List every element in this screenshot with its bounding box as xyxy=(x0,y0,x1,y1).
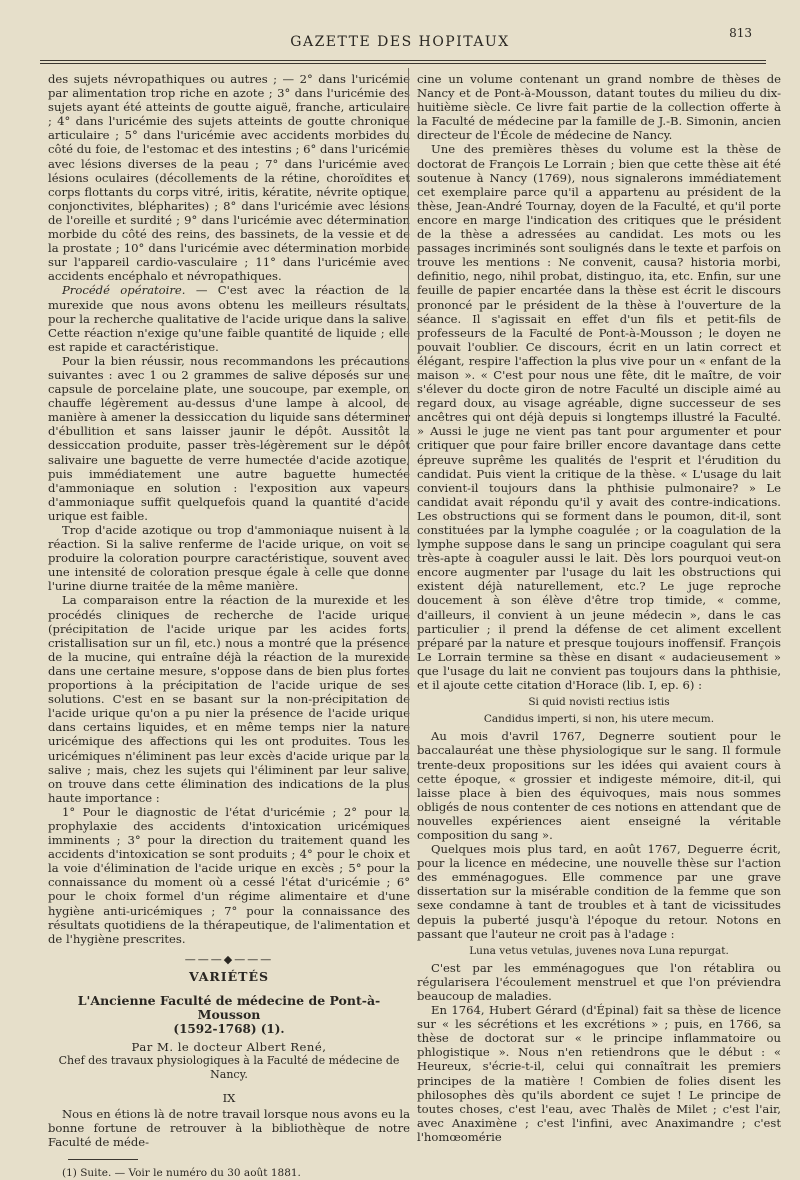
byline-affiliation: Chef des travaux physiologiques à la Faculté de médecine de Nancy. xyxy=(58,1054,400,1082)
article-dates: (1592-1768) (1). xyxy=(173,1022,285,1037)
paragraph: Nous en étions là de notre travail lorsque nous avons eu la bonne fortune de retrouver à la bibliothèque de notre Faculté de méde- xyxy=(48,1106,410,1149)
paragraph: La comparaison entre la réaction de la murexide et les procédés cliniques de recherche de l'acide urique (précipitation de l'acide urique par les acides forts, cristallisation sur un fil, etc.) nous a montré que la présence de la mucine, qui entraîne déjà la réaction de la murexide dans une certaine mesure, s'oppose dans de bien plus fortes proportions à la précipitation de l'acide urique de ses solutions. C'est en se basant sur la non-précipitation de l'acide urique qu'on a pu nier la présence de l'acide urique dans certains liquides, et en même temps nier la nature uricémique des affections qui les ont produites. Tous les uricémiques n'éliminent pas leur excès d'acide urique par la salive ; mais, chez les sujets qui l'éliminent par leur salive, on trouve dans cette élimination des indications de la plus haute importance : xyxy=(48,593,410,805)
paragraph xyxy=(48,283,410,353)
article-title: L'Ancienne Faculté de médecine de Pont-à-Mousson xyxy=(77,993,381,1023)
byline: Par M. le docteur Albert René, xyxy=(131,1040,327,1055)
footnote-rule xyxy=(68,1159,138,1160)
paragraph: Une des premières thèses du volume est la thèse de doctorat de François Le Lorrain ; bien que cette thèse ait été soutenue à Nancy (1769), nous signalerons immédiatement cet exemplaire parce qu'il a appartenu au président de la thèse, Jean-André Tournay, doyen de la Faculté, et qu'il porte encore en marge l'indication des critiques que le président de la thèse a adressées au candidat. Les mots ou les passages incriminés sont soulignés dans le texte et parfois on trouve les mentions : Ne convenit, causa? historia morbi, definitio, nego, nihil probat, distinguo, ita, etc. Enfin, sur une feuille de papier encartée dans la thèse est écrit le discours prononcé par le président de la thèse à l'ouverture de la séance. Il s'agissait en effet d'un fils et petit-fils de professeurs de la Faculté de Pont-à-Mousson ; le doyen ne pouvait l'oublier. Ce discours, écrit en un latin correct et élégant, respire l'affection la plus vive pour un « enfant de la maison ». « C'est pour nous une fête, dit le maître, de voir s'élever du docte giron de notre Faculté un disciple aimé au regard doux, au visage agréable, digne successeur de ses ancêtres qui ont déjà depuis si longtemps illustré la Faculté. » Aussi le juge ne vient pas tant pour argumenter et pour critiquer que pour faire briller encore davantage dans cette épreuve suprême les qualités de l'esprit et l'érudition du candidat. Puis vient la critique de la thèse. « L'usage du lait convient-il toujours dans la phthisie pulmonaire? » Le candidat avait répondu qu'il y avait des contre-indications. Les obstructions qui se forment dans le poumon, dit-il, sont constituées par la lymphe coagulée ; or la coagulation de la lymphe suppose dans le sang un principe coagulant qui sera très-apte à coaguler aussi le lait. Dès lors pourquoi veut-on encore augmenter par l'usage du lait les obstructions qui existent déjà naturellement, etc.? Le juge reproche doucement à son élève d'être trop timide, « comme, d'ailleurs, il convient à un jeune médecin », dans le cas particulier ; il prend la défense de cet aliment excellent préparé par la nature et presque toujours inoffensif. François Le Lorrain termine sa thèse en disant « audacieusement » que l'usage du lait ne convient pas toujours dans la phthisie, et il ajoute cette citation d'Horace (lib. I, ep. 6) : xyxy=(417,142,781,693)
section-title: VARIÉTÉS xyxy=(188,968,270,984)
latin-quote-line: Si quid novisti rectius istis xyxy=(528,696,670,709)
column-divider xyxy=(408,68,409,828)
run-in-heading: Procédé opératoire. xyxy=(62,283,186,298)
paragraph: Quelques mois plus tard, en août 1767, Deguerre écrit, pour la licence en médecine, une nouvelle thèse sur l'action des emménagogues. Elle commence par une grave dissertation sur la misérable condition de la femme que son sexe condamne à tant de troubles et à tant de vicissitudes depuis la puberté jusqu'à l'époque du retour. Notons en passant que l'auteur ne croit pas à l'adage : xyxy=(417,842,781,941)
part-number: IX xyxy=(222,1090,236,1105)
paragraph: Pour la bien réussir, nous recommandons les précautions suivantes : avec 1 ou 2 grammes de salive déposés sur une capsule de porcelaine plate, une soucoupe, par exemple, on chauffe légèrement au-dessus d'une lampe à alcool, de manière à amener la dessiccation du liquide sans déterminer d'ébullition et sans laisser jaunir le dépôt. Aussitôt la dessiccation produite, passer très-légèrement sur le dépôt salivaire une baguette de verre humectée d'acide azotique, puis immédiatement une autre baguette humectée d'ammoniaque en solution : l'exposition aux vapeurs d'ammoniaque suffit quelquefois quand la quantité d'acide urique est faible. xyxy=(48,353,410,523)
page-number: 813 xyxy=(729,26,752,40)
paragraph-text: — C'est avec la réaction de la murexide que nous avons obtenu les meilleurs résultats, pour la recherche qualitative de l'acide urique dans la salive. Cette réaction n'exige qu'une faible quantité de liquide ; elle est rapide et caractéristique. xyxy=(48,283,410,354)
right-column xyxy=(417,72,781,1144)
paragraph: Au mois d'avril 1767, Degnerre soutient pour le baccalauréat une thèse physiologique sur le sang. Il formule trente-deux propositions sur les idées qui avaient cours à cette époque, « grossier et indigeste mémoire, dit-il, qui laisse place à bien des équivoques, mais nous sommes obligés de nous contenter de ces notions en attendant que de nouvelles expériences aient enseigné la véritable composition du sang ». xyxy=(417,729,781,842)
latin-quote-line: Candidus imperti, si non, his utere mecum. xyxy=(483,713,715,726)
page-header xyxy=(0,26,800,50)
paragraph: C'est par les emménagogues que l'on rétablira ou régularisera l'écoulement menstruel et que l'on préviendra beaucoup de maladies. xyxy=(417,960,781,1003)
header-rule xyxy=(40,60,766,61)
paragraph: cine un volume contenant un grand nombre de thèses de Nancy et de Pont-à-Mousson, datant toutes du milieu du dix-huitième siècle. Ce livre fait partie de la collection offerte à la Faculté de médecine par la famille de J.-B. Simonin, ancien directeur de l'École de médecine de Nancy. xyxy=(417,72,781,143)
footnote: (1) Suite. — Voir le numéro du 30 août 1881. xyxy=(62,1166,301,1179)
paragraph: Trop d'acide azotique ou trop d'ammoniaque nuisent à la réaction. Si la salive renferme de l'acide urique, on voit se produire la coloration pourpre caractéristique, souvent avec une intensité de coloration presque égale à celle que donne l'urine diurne traitée de la même manière. xyxy=(48,523,410,594)
section-ornament: ———◆——— xyxy=(184,952,274,966)
left-column xyxy=(48,72,410,1180)
paragraph: des sujets névropathiques ou autres ; — 2° dans l'uricémie par alimentation trop riche en azote ; 3° dans l'uricémie des sujets ayant été atteints de goutte aiguë, franche, articulaire ; 4° dans l'uricémie des sujets atteints de goutte chronique articulaire ; 5° dans l'uricémie avec accidents morbides du côté du foie, de l'estomac et des intestins ; 6° dans l'uricémie avec lésions diverses de la peau ; 7° dans l'uricémie avec lésions oculaires (décollements de la rétine, choroïdites et corps flottants du corps vitré, iritis, kératite, névrite optique, conjonctivites, blépharites) ; 8° dans l'uricémie avec lésions de l'oreille et surdité ; 9° dans l'uricémie avec détermination morbide du côté des reins, des bassinets, de la vessie et de la prostate ; 10° dans l'uricémie avec détermination morbide sur l'appareil cardio-vasculaire ; 11° dans l'uricémie avec accidents encéphalo et névropathiques. xyxy=(48,72,410,284)
paragraph: En 1764, Hubert Gérard (d'Épinal) fait sa thèse de licence sur « les sécrétions et les excrétions » ; puis, en 1766, sa thèse de doctorat sur « le principe inflammatoire ou phlogistique ». Nous n'en retiendrons que le début : « Heureux, s'écrie-t-il, celui qui connaîtrait les premiers principes de la matière ! Combien de folies disent les philosophes dès qu'ils abordent ce sujet ! Le principe de toutes choses, c'est l'eau, avec Thalès de Milet ; c'est l'air, avec Anaximène ; c'est l'infini, avec Anaximandre ; c'est l'homœomérie xyxy=(417,1003,781,1144)
latin-quote: Luna vetus vetulas, juvenes nova Luna repurgat. xyxy=(469,944,729,957)
header-rule-double xyxy=(40,63,766,64)
paragraph: 1° Pour le diagnostic de l'état d'uricémie ; 2° pour la prophylaxie des accidents d'intoxication uricémiques imminents ; 3° pour la direction du traitement quand les accidents d'intoxication se sont produits ; 4° pour le choix et la voie d'élimination de l'acide urique en excès ; 5° pour la connaissance du moment où a cessé l'état d'uricémie ; 6° pour le choix formel d'un régime alimentaire et d'une hygiène anti-uricémiques ; 7° pour la connaissance des résultats quotidiens de la thérapeutique, de l'alimentation et de l'hygiène prescrites. xyxy=(48,804,410,946)
journal-title: GAZETTE DES HOPITAUX xyxy=(290,34,510,50)
